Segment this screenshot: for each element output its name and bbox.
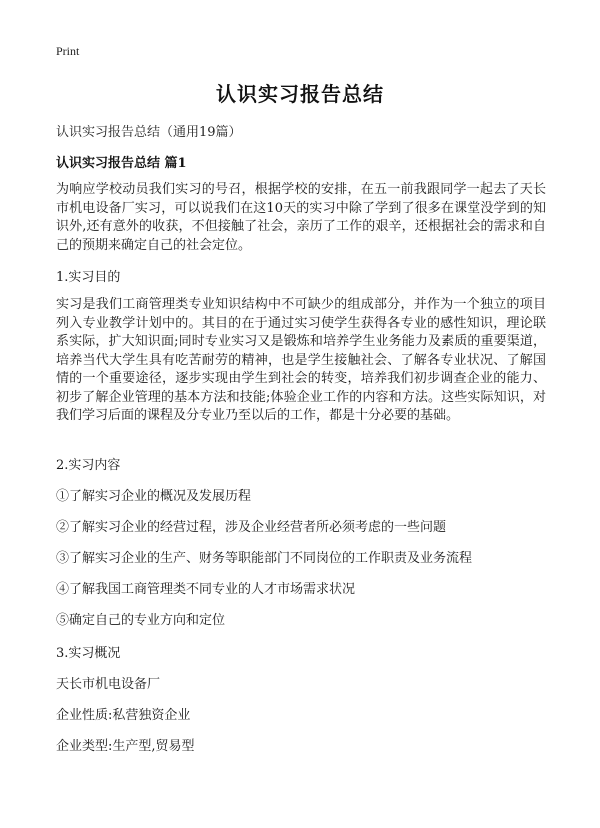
overview-line: 企业性质:私营独资企业: [56, 708, 191, 723]
section-title: 认识实习报告总结 篇1: [56, 156, 187, 171]
content-item: ⑤确定自己的专业方向和定位: [56, 613, 226, 628]
overview-line: 企业类型:生产型,贸易型: [56, 739, 195, 754]
content-item: ④了解我国工商管理类不同专业的人才市场需求状况: [56, 582, 356, 597]
content-item: ①了解实习企业的概况及发展历程: [56, 489, 252, 504]
content-item: ③了解实习企业的生产、财务等职能部门不同岗位的工作职责及业务流程: [56, 551, 473, 566]
document-title: 认识实习报告总结: [216, 82, 384, 106]
document-subtitle: 认识实习报告总结（通用19篇）: [56, 125, 242, 140]
overview-line: 天长市机电设备厂: [56, 677, 161, 692]
heading-content: 2.实习内容: [56, 458, 121, 473]
intro-paragraph: 为响应学校动员我们实习的号召，根据学校的安排，在五一前我跟同学一起去了天长市机电设备厂实习，可以说我们在这10天的实习中除了学到了很多在课堂没学到的知识外,还有意外的收获，不但接触了社会，亲历了工作的艰辛，还根据社会的需求和自己的预期来确定自己的社会定位。: [56, 182, 546, 253]
heading-purpose: 1.实习目的: [56, 270, 121, 285]
print-link[interactable]: Print: [56, 44, 80, 58]
content-item: ②了解实习企业的经营过程，涉及企业经营者所必须考虑的一些问题: [56, 520, 447, 535]
heading-overview: 3.实习概况: [56, 646, 121, 661]
purpose-paragraph: 实习是我们工商管理类专业知识结构中不可缺少的组成部分，并作为一个独立的项目列入专业教学计划中的。其目的在于通过实习使学生获得各专业的感性知识，理论联系实际，扩大知识面;同时专业实习又是锻炼和培养学生业务能力及素质的重要渠道，培养当代大学生具有吃苦耐劳的精神，也是学生接触社会、了解各专业状况、了解国情的一个重要途径，逐步实现由学生到社会的转变，培养我们初步调查企业的能力、初步了解企业管理的基本方法和技能;体验企业工作的内容和方法。这些实际知识，对我们学习后面的课程及分专业乃至以后的工作，都是十分必要的基础。: [56, 297, 546, 423]
